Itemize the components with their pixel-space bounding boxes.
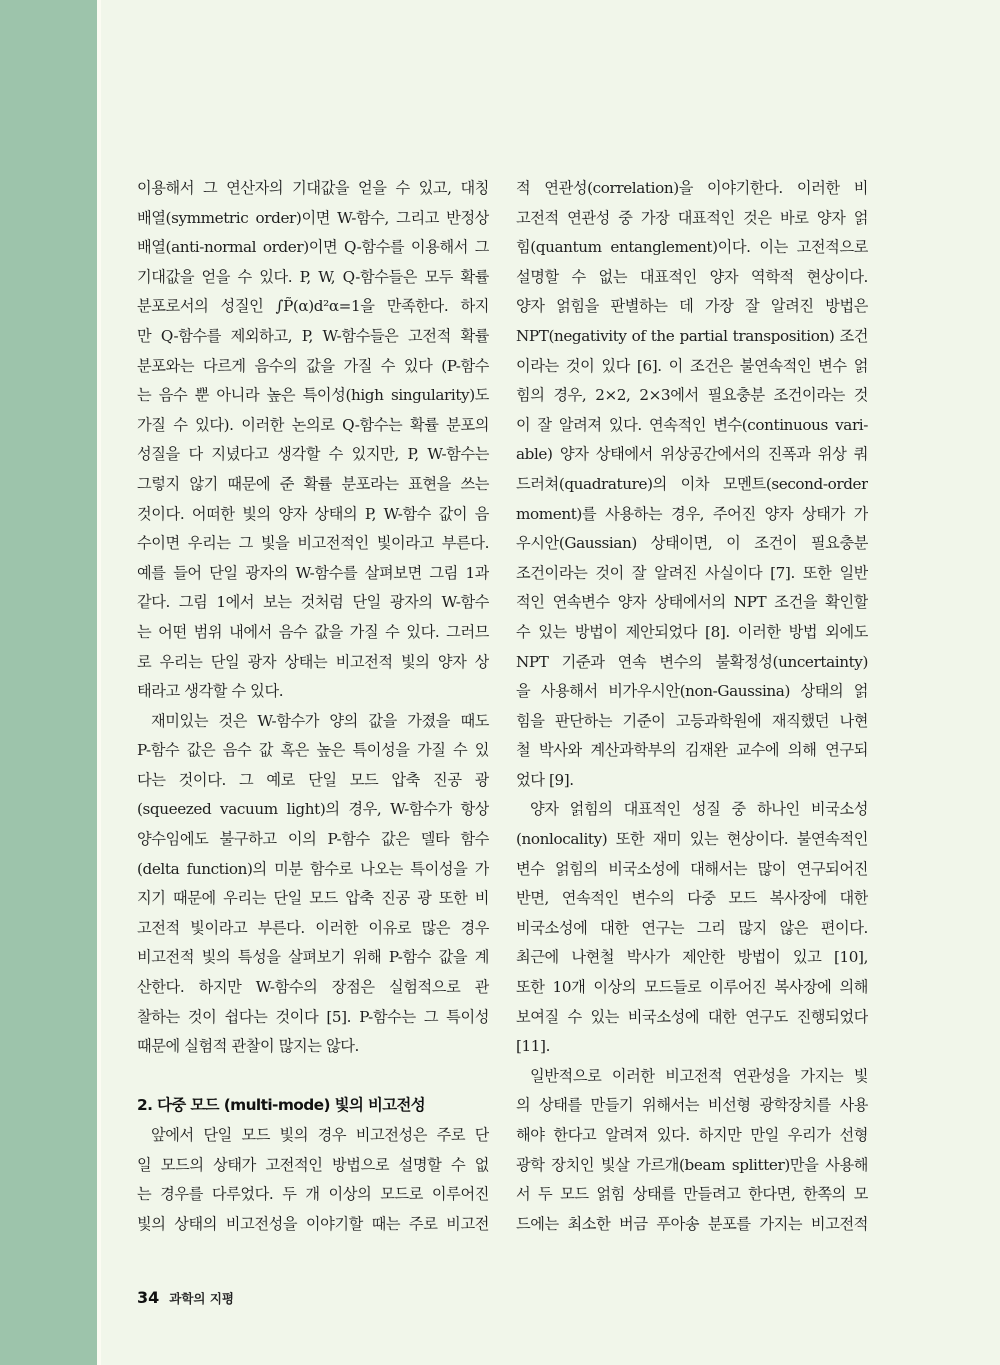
- text-line: 다는 것이다. 그 예로 단일 모드 압축 진공 광: [137, 770, 489, 789]
- text-line: 것이다. 어떠한 빛의 양자 상태의 P, W-함수 값이 음: [137, 504, 489, 523]
- text-line: 반면, 연속적인 변수의 다중 모드 복사장에 대한: [516, 889, 868, 908]
- text-line: 같다. 그림 1에서 보는 것처럼 단일 광자의 W-함수: [137, 593, 489, 612]
- section-spacer: [137, 1062, 489, 1092]
- text-line: 는 음수 뿐 아니라 높은 특이성(high singularity)도: [137, 386, 489, 405]
- text-line: 적 연관성(correlation)을 이야기한다. 이러한 비: [516, 179, 868, 197]
- text-line: 비국소성에 대한 연구는 그리 많지 않은 편이다.: [516, 918, 868, 937]
- text-line: 때문에 실험적 관찰이 많지는 않다.: [137, 1037, 359, 1056]
- text-line: 변수 얽힘의 비국소성에 대해서는 많이 연구되어진: [516, 859, 868, 878]
- text-line: 양수임에도 불구하고 이의 P-함수 값은 델타 함수: [137, 830, 489, 849]
- text-line: 이용해서 그 연산자의 기대값을 얻을 수 있고, 대칭: [137, 179, 489, 197]
- text-line: able) 양자 상태에서 위상공간에서의 진폭과 위상 쿼: [516, 445, 868, 464]
- text-line: 을 사용해서 비가우시안(non-Gaussina) 상태의 얽: [516, 682, 868, 701]
- text-line: 로 우리는 단일 광자 상태는 비고전적 빛의 양자 상: [137, 652, 489, 671]
- text-line: 이 잘 알려져 있다. 연속적인 변수(continuous vari-: [516, 415, 868, 434]
- text-line: 배열(anti-normal order)이면 Q-함수를 이용해서 그: [137, 238, 489, 257]
- text-line: [11].: [516, 1037, 551, 1056]
- text-line: 드에는 최소한 버금 푸아송 분포를 가지는 비고전적: [516, 1214, 868, 1233]
- text-line: 배열(symmetric order)이면 W-함수, 그리고 반정상: [137, 208, 489, 227]
- text-line: 찰하는 것이 쉽다는 것이다 [5]. P-함수는 그 특이성: [137, 1007, 489, 1026]
- text-line: 그렇지 않기 때문에 준 확률 분포라는 표현을 쓰는: [137, 474, 489, 493]
- text-line: 힘의 경우, 2×2, 2×3에서 필요충분 조건이라는 것: [516, 386, 868, 405]
- text-line: 우시안(Gaussian) 상태이면, 이 조건이 필요충분: [516, 534, 868, 553]
- text-line: NPT(negativity of the partial transposition) 조건: [516, 326, 868, 345]
- text-line: 철 박사와 계산과학부의 김재완 교수에 의해 연구되: [516, 741, 868, 760]
- text-line: 또한 10개 이상의 모드들로 이루어진 복사장에 의해: [516, 978, 868, 997]
- text-line: 조건이라는 것이 잘 알려진 사실이다 [7]. 또한 일반: [516, 563, 868, 582]
- text-line: 일반적으로 이러한 비고전적 연관성을 가지는 빛: [530, 1066, 868, 1085]
- text-line: 의 상태를 만들기 위해서는 비선형 광학장치를 사용: [516, 1096, 868, 1115]
- text-line: 최근에 나현철 박사가 제안한 방법이 있고 [10],: [516, 948, 868, 967]
- section-heading: 2. 다중 모드 (multi-mode) 빛의 비고전성: [137, 1096, 426, 1115]
- paragraph-beam-splitter: [516, 1062, 868, 1240]
- text-line: 수이면 우리는 그 빛을 비고전적인 빛이라고 부른다.: [137, 534, 489, 553]
- text-line: 고전적 빛이라고 부른다. 이러한 이유로 많은 경우: [137, 918, 489, 937]
- magazine-title: 과학의 지평: [169, 1291, 234, 1306]
- text-line: 이라는 것이 있다 [6]. 이 조건은 불연속적인 변수 얽: [516, 356, 868, 375]
- text-line: 비고전적 빛의 특성을 살펴보기 위해 P-함수 값을 계: [137, 948, 489, 967]
- text-line: 광학 장치인 빛살 가르개(beam splitter)만을 사용해: [516, 1155, 868, 1174]
- text-line: 힘을 판단하는 기준이 고등과학원에 재직했던 나현: [516, 711, 868, 730]
- text-line: 힘(quantum entanglement)이다. 이는 고전적으로: [516, 238, 868, 257]
- text-line: moment)를 사용하는 경우, 주어진 양자 상태가 가: [516, 504, 868, 523]
- paragraph-distribution-functions: [137, 174, 489, 707]
- page-number: 34: [137, 1288, 160, 1307]
- text-line-with-equation: 분포로서의 성질인 ∫P̃(α)d²α=1을 만족한다. 하지: [137, 297, 489, 316]
- text-line: 성질을 다 지녔다고 생각할 수 있지만, P, W-함수는: [137, 445, 489, 464]
- text-line: 분포와는 다르게 음수의 값을 가질 수 있다 (P-함수: [137, 356, 489, 375]
- text-line: 서 두 모드 얽힘 상태를 만들려고 한다면, 한쪽의 모: [516, 1185, 868, 1204]
- text-line: 었다 [9].: [516, 770, 574, 789]
- decorative-side-band: [0, 0, 97, 1365]
- text-line: 는 어떤 범위 내에서 음수 값을 가질 수 있다. 그러므: [137, 622, 489, 641]
- text-line: 보여질 수 있는 비국소성에 대한 연구도 진행되었다: [516, 1007, 868, 1026]
- text-line: 지기 때문에 우리는 단일 모드 압축 진공 광 또한 비: [137, 889, 489, 908]
- text-line: 앞에서 단일 모드 빛의 경우 비고전성은 주로 단: [151, 1126, 489, 1144]
- text-line: 산한다. 하지만 W-함수의 장점은 실험적으로 관: [137, 978, 489, 997]
- text-line: 고전적 연관성 중 가장 대표적인 것은 바로 양자 얽: [516, 208, 868, 227]
- paragraph-entanglement: [516, 174, 868, 795]
- text-line: NPT 기준과 연속 변수의 불확정성(uncertainty): [516, 652, 868, 671]
- side-band-edge: [97, 0, 101, 1365]
- text-line: 수 있는 방법이 제안되었다 [8]. 이러한 방법 외에도: [516, 622, 868, 641]
- text-line: 설명할 수 없는 대표적인 양자 역학적 현상이다.: [516, 267, 868, 286]
- text-line: (delta function)의 미분 함수로 나오는 특이성을 가: [137, 859, 489, 878]
- text-line: 해야 한다고 알려져 있다. 하지만 만일 우리가 선형: [516, 1126, 868, 1144]
- text-line: 태라고 생각할 수 있다.: [137, 682, 284, 701]
- text-line: 만 Q-함수를 제외하고, P, W-함수들은 고전적 확률: [137, 326, 489, 345]
- text-line: P-함수 값은 음수 값 혹은 높은 특이성을 가질 수 있: [137, 741, 489, 760]
- text-line: 양자 얽힘을 판별하는 데 가장 잘 알려진 방법은: [516, 297, 868, 316]
- text-line: (nonlocality) 또한 재미 있는 현상이다. 불연속적인: [516, 830, 868, 849]
- text-line: (squeezed vacuum light)의 경우, W-함수가 항상: [137, 800, 489, 819]
- page-footer: [137, 1288, 234, 1307]
- text-line: 빛의 상태의 비고전성을 이야기할 때는 주로 비고전: [137, 1214, 489, 1233]
- paragraph-nonlocality: [516, 795, 868, 1061]
- text-line: 드러쳐(quadrature)의 이차 모멘트(second-order: [516, 474, 868, 493]
- paragraph-squeezed-vacuum: [137, 707, 489, 1062]
- text-line: 기대값을 얻을 수 있다. P, W, Q-함수들은 모두 확률: [137, 267, 489, 286]
- paragraph-multimode-intro: [137, 1121, 489, 1239]
- text-line: 양자 얽힘의 대표적인 성질 중 하나인 비국소성: [530, 800, 868, 819]
- text-line: 는 경우를 다루었다. 두 개 이상의 모드로 이루어진: [137, 1185, 489, 1204]
- text-line: 일 모드의 상태가 고전적인 방법으로 설명할 수 없: [137, 1155, 489, 1174]
- text-line: 가질 수 있다). 이러한 논의로 Q-함수는 확률 분포의: [137, 415, 489, 434]
- text-line: 적인 연속변수 양자 상태에서의 NPT 조건을 확인할: [516, 593, 868, 612]
- right-column: [516, 174, 868, 1239]
- text-line: 예를 들어 단일 광자의 W-함수를 살펴보면 그림 1과: [137, 563, 489, 582]
- text-line: 재미있는 것은 W-함수가 양의 값을 가졌을 때도: [151, 711, 489, 730]
- left-column: [137, 174, 489, 1239]
